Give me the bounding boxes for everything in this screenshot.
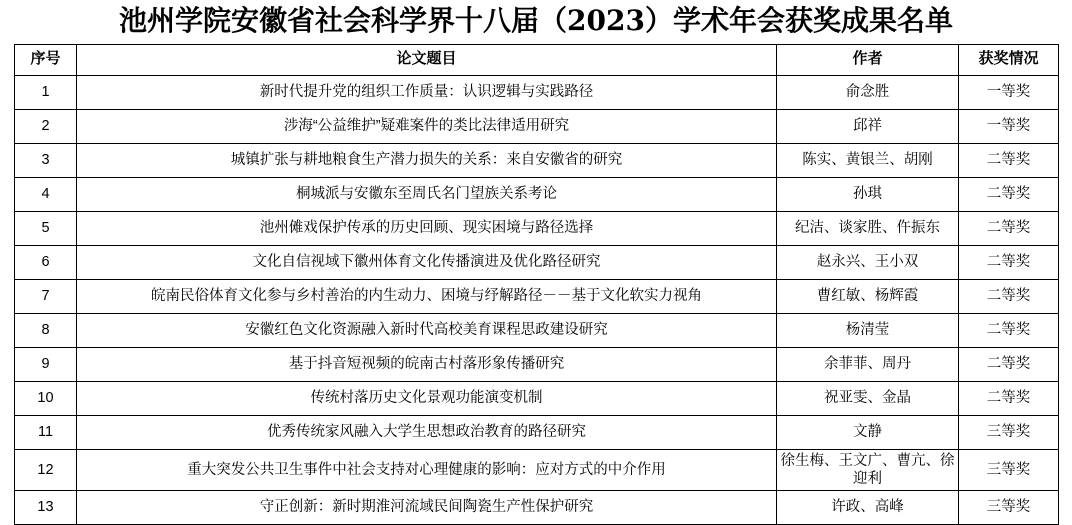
cell-author: 文静 [777,415,959,449]
cell-title: 新时代提升党的组织工作质量：认识逻辑与实践路径 [77,75,777,109]
cell-author: 邱祥 [777,109,959,143]
cell-author: 纪洁、谈家胜、仵振东 [777,211,959,245]
cell-award: 二等奖 [959,381,1059,415]
cell-no: 9 [15,347,77,381]
cell-award: 一等奖 [959,109,1059,143]
cell-title: 重大突发公共卫生事件中社会支持对心理健康的影响：应对方式的中介作用 [77,449,777,490]
table-row [15,245,1059,279]
cell-no: 5 [15,211,77,245]
table-row [15,75,1059,109]
cell-no: 6 [15,245,77,279]
cell-author: 孙琪 [777,177,959,211]
cell-no: 2 [15,109,77,143]
cell-award: 二等奖 [959,313,1059,347]
cell-author: 陈实、黄银兰、胡刚 [777,143,959,177]
cell-author: 杨清莹 [777,313,959,347]
cell-award: 三等奖 [959,491,1059,525]
cell-author: 徐生梅、王文广、曹亢、徐迎利 [777,449,959,490]
cell-author: 俞念胜 [777,75,959,109]
table-row [15,143,1059,177]
cell-award: 二等奖 [959,143,1059,177]
cell-title: 皖南民俗体育文化参与乡村善治的内生动力、困境与纾解路径－－基于文化软实力视角 [77,279,777,313]
cell-title: 优秀传统家风融入大学生思想政治教育的路径研究 [77,415,777,449]
cell-title: 守正创新：新时期淮河流域民间陶瓷生产性保护研究 [77,491,777,525]
cell-author: 曹红敏、杨辉霞 [777,279,959,313]
column-header-title: 论文题目 [77,44,777,75]
cell-award: 二等奖 [959,245,1059,279]
table-row [15,449,1059,490]
cell-author: 赵永兴、王小双 [777,245,959,279]
cell-title: 池州傩戏保护传承的历史回顾、现实困境与路径选择 [77,211,777,245]
cell-no: 11 [15,415,77,449]
table-header [15,44,1059,75]
column-header-no: 序号 [15,44,77,75]
table-row [15,347,1059,381]
cell-title: 桐城派与安徽东至周氏名门望族关系考论 [77,177,777,211]
cell-award: 二等奖 [959,211,1059,245]
table-row [15,415,1059,449]
cell-no: 1 [15,75,77,109]
table-row [15,313,1059,347]
cell-award: 二等奖 [959,347,1059,381]
cell-no: 8 [15,313,77,347]
table-row [15,491,1059,525]
table-body [15,75,1059,524]
cell-no: 3 [15,143,77,177]
cell-author: 祝亚雯、金晶 [777,381,959,415]
cell-award: 二等奖 [959,177,1059,211]
cell-author: 许政、高峰 [777,491,959,525]
table-row [15,279,1059,313]
cell-title: 涉海“公益维护”疑难案件的类比法律适用研究 [77,109,777,143]
table-row [15,381,1059,415]
cell-award: 三等奖 [959,415,1059,449]
table-row [15,177,1059,211]
cell-no: 10 [15,381,77,415]
column-header-author: 作者 [777,44,959,75]
cell-award: 二等奖 [959,279,1059,313]
cell-no: 12 [15,449,77,490]
table-row [15,109,1059,143]
cell-award: 一等奖 [959,75,1059,109]
cell-title: 安徽红色文化资源融入新时代高校美育课程思政建设研究 [77,313,777,347]
cell-author: 余菲菲、周丹 [777,347,959,381]
table-row [15,211,1059,245]
cell-title: 传统村落历史文化景观功能演变机制 [77,381,777,415]
cell-title: 文化自信视域下徽州体育文化传播演进及优化路径研究 [77,245,777,279]
cell-title: 基于抖音短视频的皖南古村落形象传播研究 [77,347,777,381]
cell-no: 13 [15,491,77,525]
award-list-table [14,44,1059,525]
cell-title: 城镇扩张与耕地粮食生产潜力损失的关系：来自安徽省的研究 [77,143,777,177]
cell-no: 4 [15,177,77,211]
cell-no: 7 [15,279,77,313]
table-header-row [15,44,1059,75]
page-title: 池州学院安徽省社会科学界十八届（2023）学术年会获奖成果名单 [119,4,953,37]
cell-award: 三等奖 [959,449,1059,490]
column-header-award: 获奖情况 [959,44,1059,75]
